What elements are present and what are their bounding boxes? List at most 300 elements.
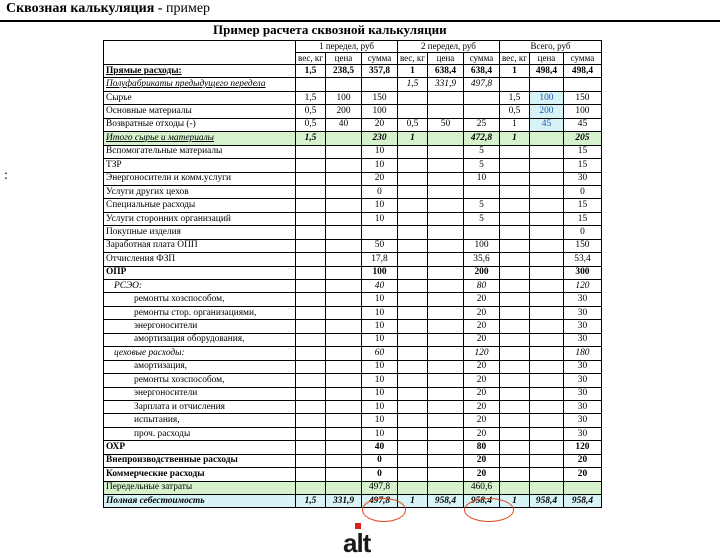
- value-cell: [296, 387, 326, 400]
- row-label: Услуги сторонних организаций: [104, 212, 296, 225]
- value-cell: [529, 360, 563, 373]
- value-cell: [529, 239, 563, 252]
- value-cell: 10: [361, 374, 397, 387]
- table-row: [104, 266, 602, 279]
- value-cell: 0: [361, 454, 397, 467]
- value-cell: [397, 387, 427, 400]
- value-cell: 30: [563, 427, 601, 440]
- value-cell: 30: [563, 320, 601, 333]
- value-cell: 20: [463, 306, 499, 319]
- value-cell: [325, 320, 361, 333]
- table-row: [104, 253, 602, 266]
- value-cell: [463, 226, 499, 239]
- value-cell: 5: [463, 159, 499, 172]
- row-label: ремонты хозспособом,: [104, 374, 296, 387]
- value-cell: [529, 199, 563, 212]
- value-cell: 10: [463, 172, 499, 185]
- table-row: [104, 185, 602, 198]
- value-cell: 100: [529, 91, 563, 104]
- value-cell: 200: [529, 105, 563, 118]
- table-row: [104, 199, 602, 212]
- table-row: [104, 145, 602, 158]
- value-cell: [325, 212, 361, 225]
- value-cell: [529, 347, 563, 360]
- value-cell: [397, 226, 427, 239]
- value-cell: 958,4: [529, 495, 563, 508]
- value-cell: [397, 481, 427, 494]
- value-cell: [427, 374, 463, 387]
- value-cell: [499, 159, 529, 172]
- value-cell: [325, 374, 361, 387]
- table-row: [104, 414, 602, 427]
- value-cell: 10: [361, 414, 397, 427]
- value-cell: 60: [361, 347, 397, 360]
- value-cell: 498,4: [529, 65, 563, 78]
- value-cell: 497,8: [463, 78, 499, 91]
- value-cell: 1: [499, 495, 529, 508]
- value-cell: [529, 226, 563, 239]
- value-cell: 0: [563, 226, 601, 239]
- value-cell: [397, 239, 427, 252]
- row-label: РСЭО:: [104, 280, 296, 293]
- header-subcolumn: цена: [529, 53, 563, 65]
- value-cell: [499, 427, 529, 440]
- table-row: [104, 280, 602, 293]
- value-cell: [529, 468, 563, 481]
- value-cell: 100: [361, 105, 397, 118]
- value-cell: [296, 159, 326, 172]
- value-cell: [529, 159, 563, 172]
- value-cell: 20: [361, 172, 397, 185]
- value-cell: 1: [499, 118, 529, 131]
- value-cell: [529, 320, 563, 333]
- row-label: Передельные затраты: [104, 481, 296, 494]
- value-cell: [529, 387, 563, 400]
- value-cell: 1: [499, 132, 529, 145]
- table-row: [104, 468, 602, 481]
- value-cell: 30: [563, 306, 601, 319]
- value-cell: 5: [463, 212, 499, 225]
- value-cell: [397, 320, 427, 333]
- company-logo: alt: [343, 528, 371, 558]
- row-label: испытания,: [104, 414, 296, 427]
- slide-title-normal: пример: [162, 1, 211, 16]
- value-cell: [397, 185, 427, 198]
- value-cell: [427, 199, 463, 212]
- table-row: [104, 226, 602, 239]
- value-cell: 1: [397, 65, 427, 78]
- value-cell: [397, 306, 427, 319]
- value-cell: 20: [563, 454, 601, 467]
- value-cell: [499, 387, 529, 400]
- value-cell: 5: [463, 145, 499, 158]
- value-cell: 20: [463, 387, 499, 400]
- row-label: Итого сырье и материалы: [104, 132, 296, 145]
- row-label: Внепроизводственные расходы: [104, 454, 296, 467]
- row-label: проч. расходы: [104, 427, 296, 440]
- table-row: [104, 454, 602, 467]
- value-cell: [397, 347, 427, 360]
- value-cell: [499, 185, 529, 198]
- value-cell: 120: [563, 441, 601, 454]
- value-cell: 497,8: [361, 495, 397, 508]
- value-cell: 20: [463, 427, 499, 440]
- row-label: Энергоносители и комм.услуги: [104, 172, 296, 185]
- value-cell: [427, 132, 463, 145]
- value-cell: 15: [563, 145, 601, 158]
- value-cell: [325, 185, 361, 198]
- value-cell: [427, 172, 463, 185]
- value-cell: [296, 347, 326, 360]
- value-cell: 331,9: [427, 78, 463, 91]
- row-label: Заработная плата ОПП: [104, 239, 296, 252]
- row-label: энергоносители: [104, 320, 296, 333]
- table-row: [104, 293, 602, 306]
- value-cell: [499, 468, 529, 481]
- value-cell: [427, 293, 463, 306]
- value-cell: 10: [361, 159, 397, 172]
- value-cell: 120: [463, 347, 499, 360]
- value-cell: 357,8: [361, 65, 397, 78]
- value-cell: 638,4: [463, 65, 499, 78]
- header-subcolumn: вес, кг: [397, 53, 427, 65]
- value-cell: 35,6: [463, 253, 499, 266]
- value-cell: [529, 374, 563, 387]
- value-cell: 40: [361, 441, 397, 454]
- value-cell: 40: [325, 118, 361, 131]
- value-cell: [427, 427, 463, 440]
- value-cell: [296, 253, 326, 266]
- value-cell: 20: [563, 468, 601, 481]
- value-cell: [296, 185, 326, 198]
- value-cell: [427, 400, 463, 413]
- value-cell: [499, 441, 529, 454]
- value-cell: [529, 185, 563, 198]
- value-cell: [296, 293, 326, 306]
- value-cell: 958,4: [427, 495, 463, 508]
- value-cell: 20: [361, 118, 397, 131]
- table-row: [104, 172, 602, 185]
- value-cell: [397, 454, 427, 467]
- value-cell: 0,5: [397, 118, 427, 131]
- value-cell: 10: [361, 293, 397, 306]
- value-cell: 30: [563, 400, 601, 413]
- table-row: [104, 132, 602, 145]
- value-cell: [325, 333, 361, 346]
- value-cell: [397, 159, 427, 172]
- value-cell: 150: [361, 91, 397, 104]
- value-cell: [427, 306, 463, 319]
- value-cell: [296, 360, 326, 373]
- value-cell: [397, 400, 427, 413]
- row-label: Сырье: [104, 91, 296, 104]
- value-cell: [427, 91, 463, 104]
- value-cell: [397, 105, 427, 118]
- table-row: [104, 441, 602, 454]
- highlight-circle-2: [464, 498, 514, 522]
- table-row: [104, 495, 602, 508]
- table-title: Пример расчета сквозной калькуляции: [213, 22, 447, 37]
- row-label: Основные материалы: [104, 105, 296, 118]
- row-label: Полуфабрикаты предыдущего передела: [104, 78, 296, 91]
- value-cell: [325, 253, 361, 266]
- value-cell: [529, 253, 563, 266]
- value-cell: 20: [463, 400, 499, 413]
- value-cell: 80: [463, 280, 499, 293]
- value-cell: [529, 145, 563, 158]
- value-cell: [296, 145, 326, 158]
- value-cell: 20: [463, 468, 499, 481]
- value-cell: 1,5: [397, 78, 427, 91]
- value-cell: [325, 387, 361, 400]
- value-cell: 10: [361, 306, 397, 319]
- value-cell: 80: [463, 441, 499, 454]
- value-cell: [296, 374, 326, 387]
- header-subcolumn: цена: [325, 53, 361, 65]
- table-row: [104, 118, 602, 131]
- value-cell: 20: [463, 360, 499, 373]
- value-cell: [529, 414, 563, 427]
- value-cell: 15: [563, 159, 601, 172]
- value-cell: 638,4: [427, 65, 463, 78]
- value-cell: [325, 414, 361, 427]
- value-cell: [529, 266, 563, 279]
- header-subcolumn: вес, кг: [296, 53, 326, 65]
- value-cell: [529, 441, 563, 454]
- value-cell: [499, 172, 529, 185]
- value-cell: [499, 145, 529, 158]
- value-cell: [427, 253, 463, 266]
- value-cell: [296, 427, 326, 440]
- value-cell: [397, 172, 427, 185]
- row-label: Покупные изделия: [104, 226, 296, 239]
- value-cell: 958,4: [563, 495, 601, 508]
- value-cell: 10: [361, 333, 397, 346]
- value-cell: 10: [361, 320, 397, 333]
- value-cell: [397, 199, 427, 212]
- value-cell: [529, 306, 563, 319]
- value-cell: [296, 306, 326, 319]
- value-cell: [325, 347, 361, 360]
- value-cell: [499, 253, 529, 266]
- value-cell: [397, 441, 427, 454]
- value-cell: 958,4: [463, 495, 499, 508]
- value-cell: 205: [563, 132, 601, 145]
- header-corner: [104, 41, 296, 65]
- value-cell: 200: [463, 266, 499, 279]
- value-cell: 120: [563, 280, 601, 293]
- value-cell: [397, 91, 427, 104]
- value-cell: [397, 280, 427, 293]
- value-cell: 230: [361, 132, 397, 145]
- value-cell: [296, 239, 326, 252]
- value-cell: [563, 481, 601, 494]
- value-cell: 45: [529, 118, 563, 131]
- value-cell: [463, 185, 499, 198]
- value-cell: [499, 347, 529, 360]
- header-group: Всего, руб: [499, 41, 601, 53]
- value-cell: 20: [463, 293, 499, 306]
- value-cell: [427, 347, 463, 360]
- value-cell: [325, 199, 361, 212]
- value-cell: 200: [325, 105, 361, 118]
- value-cell: 10: [361, 199, 397, 212]
- value-cell: 1: [397, 495, 427, 508]
- value-cell: 53,4: [563, 253, 601, 266]
- table-row: [104, 105, 602, 118]
- row-label: энергоносители: [104, 387, 296, 400]
- table-row: [104, 400, 602, 413]
- value-cell: [397, 374, 427, 387]
- row-label: ремонты хозспособом,: [104, 293, 296, 306]
- value-cell: 1: [499, 65, 529, 78]
- header-subcolumn: сумма: [463, 53, 499, 65]
- value-cell: [296, 212, 326, 225]
- value-cell: [529, 333, 563, 346]
- value-cell: [427, 185, 463, 198]
- value-cell: 100: [325, 91, 361, 104]
- value-cell: 150: [563, 91, 601, 104]
- row-label: ремонты стор. организациями,: [104, 306, 296, 319]
- value-cell: [325, 454, 361, 467]
- value-cell: [427, 387, 463, 400]
- value-cell: [325, 280, 361, 293]
- value-cell: [325, 226, 361, 239]
- slide-title-bold: Сквозная калькуляция -: [6, 1, 163, 16]
- header-group: 2 передел, руб: [397, 41, 499, 53]
- value-cell: [325, 427, 361, 440]
- value-cell: [499, 266, 529, 279]
- table-row: [104, 427, 602, 440]
- value-cell: 30: [563, 172, 601, 185]
- table-row: [104, 91, 602, 104]
- row-label: Коммерческие расходы: [104, 468, 296, 481]
- value-cell: [499, 374, 529, 387]
- value-cell: 100: [563, 105, 601, 118]
- value-cell: [296, 414, 326, 427]
- value-cell: [499, 414, 529, 427]
- header-subcolumn: вес, кг: [499, 53, 529, 65]
- value-cell: [427, 145, 463, 158]
- value-cell: [325, 400, 361, 413]
- value-cell: 10: [361, 360, 397, 373]
- value-cell: [427, 441, 463, 454]
- slide-title: [6, 1, 210, 17]
- value-cell: [427, 212, 463, 225]
- value-cell: [499, 199, 529, 212]
- value-cell: [529, 481, 563, 494]
- value-cell: 40: [361, 280, 397, 293]
- value-cell: [499, 239, 529, 252]
- value-cell: 1,5: [296, 91, 326, 104]
- value-cell: [361, 78, 397, 91]
- value-cell: [296, 266, 326, 279]
- value-cell: 10: [361, 427, 397, 440]
- value-cell: [325, 266, 361, 279]
- value-cell: [325, 172, 361, 185]
- table-row: [104, 347, 602, 360]
- value-cell: [296, 454, 326, 467]
- row-label: ОХР: [104, 441, 296, 454]
- value-cell: 180: [563, 347, 601, 360]
- value-cell: [325, 360, 361, 373]
- value-cell: [499, 280, 529, 293]
- value-cell: [397, 414, 427, 427]
- value-cell: [325, 293, 361, 306]
- row-label: амортизация,: [104, 360, 296, 373]
- value-cell: 20: [463, 454, 499, 467]
- table-row: [104, 387, 602, 400]
- value-cell: [325, 159, 361, 172]
- value-cell: [325, 306, 361, 319]
- value-cell: 10: [361, 145, 397, 158]
- value-cell: [563, 78, 601, 91]
- value-cell: [529, 78, 563, 91]
- value-cell: [529, 172, 563, 185]
- table-row: [104, 78, 602, 91]
- value-cell: 30: [563, 333, 601, 346]
- value-cell: [427, 105, 463, 118]
- value-cell: [427, 159, 463, 172]
- value-cell: [463, 105, 499, 118]
- row-label: Вспомогательные материалы: [104, 145, 296, 158]
- value-cell: 20: [463, 374, 499, 387]
- value-cell: [296, 226, 326, 239]
- row-label: цеховые расходы:: [104, 347, 296, 360]
- value-cell: [499, 226, 529, 239]
- highlight-circle-1: [362, 498, 406, 522]
- row-label: Специальные расходы: [104, 199, 296, 212]
- value-cell: [463, 91, 499, 104]
- value-cell: [296, 199, 326, 212]
- value-cell: [529, 280, 563, 293]
- value-cell: [427, 481, 463, 494]
- value-cell: 100: [361, 266, 397, 279]
- value-cell: [397, 333, 427, 346]
- value-cell: 0,5: [296, 105, 326, 118]
- value-cell: [427, 280, 463, 293]
- header-group: 1 передел, руб: [296, 41, 398, 53]
- value-cell: [325, 132, 361, 145]
- value-cell: 50: [427, 118, 463, 131]
- value-cell: 10: [361, 400, 397, 413]
- table-row: [104, 159, 602, 172]
- table-row: [104, 374, 602, 387]
- value-cell: [499, 293, 529, 306]
- value-cell: 30: [563, 387, 601, 400]
- value-cell: [499, 333, 529, 346]
- value-cell: [499, 212, 529, 225]
- table-row: [104, 306, 602, 319]
- row-label: Отчисления ФЗП: [104, 253, 296, 266]
- value-cell: [427, 414, 463, 427]
- value-cell: [529, 132, 563, 145]
- value-cell: 1,5: [296, 65, 326, 78]
- value-cell: 497,8: [361, 481, 397, 494]
- costing-table: [103, 40, 602, 508]
- value-cell: 300: [563, 266, 601, 279]
- value-cell: [325, 78, 361, 91]
- value-cell: [325, 441, 361, 454]
- value-cell: 498,4: [563, 65, 601, 78]
- value-cell: [296, 441, 326, 454]
- value-cell: [499, 320, 529, 333]
- row-label: Зарплата и отчисления: [104, 400, 296, 413]
- value-cell: 15: [563, 199, 601, 212]
- value-cell: 25: [463, 118, 499, 131]
- value-cell: 1: [397, 132, 427, 145]
- value-cell: [397, 266, 427, 279]
